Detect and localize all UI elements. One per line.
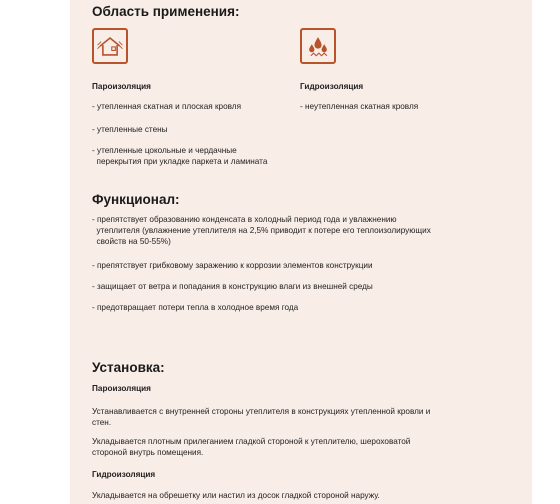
functional-item-3: - защищает от ветра и попадания в конструкцию влаги из внешней среды (92, 282, 373, 291)
application-heading: Область применения: (92, 4, 240, 19)
functional-heading: Функционал: (92, 192, 180, 207)
functional-item-1: - препятствует образованию конденсата в холодный период года и увлажнению утеплителя (увлажнение утеплителя на 2,5% приводит к потере его теплоизолирующих свойств на 50-55%) (92, 215, 431, 246)
water-item-1: - неутепленная скатная кровля (300, 102, 419, 111)
vapor-item-3: - утепленные цокольные и чердачные перекрытия при укладке паркета и ламината (92, 146, 268, 166)
functional-item-2: - препятствует грибковому заражению к коррозии элементов конструкции (92, 261, 373, 270)
installation-water-p1: Укладывается на обрешетку или настил из досок гладкой стороной наружу. (92, 491, 380, 500)
waterproofing-title: Гидроизоляция (300, 82, 364, 91)
water-drops-icon (300, 28, 336, 64)
vapor-item-1: - утепленная скатная и плоская кровля (92, 102, 242, 111)
installation-vapor-p1: Устанавливается с внутренней стороны утеплителя в конструкциях утепленной кровли и стен. (92, 407, 431, 427)
vapor-item-2: - утепленные стены (92, 125, 168, 134)
installation-heading: Установка: (92, 360, 165, 375)
installation-water-title: Гидроизоляция (92, 470, 156, 479)
installation-vapor-p2: Укладывается плотным прилеганием гладкой стороной к утеплителю, шероховатой стороной внутрь помещения. (92, 437, 411, 457)
vapor-barrier-title: Пароизоляция (92, 82, 151, 91)
house-icon (92, 28, 128, 64)
installation-vapor-title: Пароизоляция (92, 384, 151, 393)
functional-item-4: - предотвращает потери тепла в холодное время года (92, 303, 299, 312)
product-description-panel (70, 0, 532, 504)
